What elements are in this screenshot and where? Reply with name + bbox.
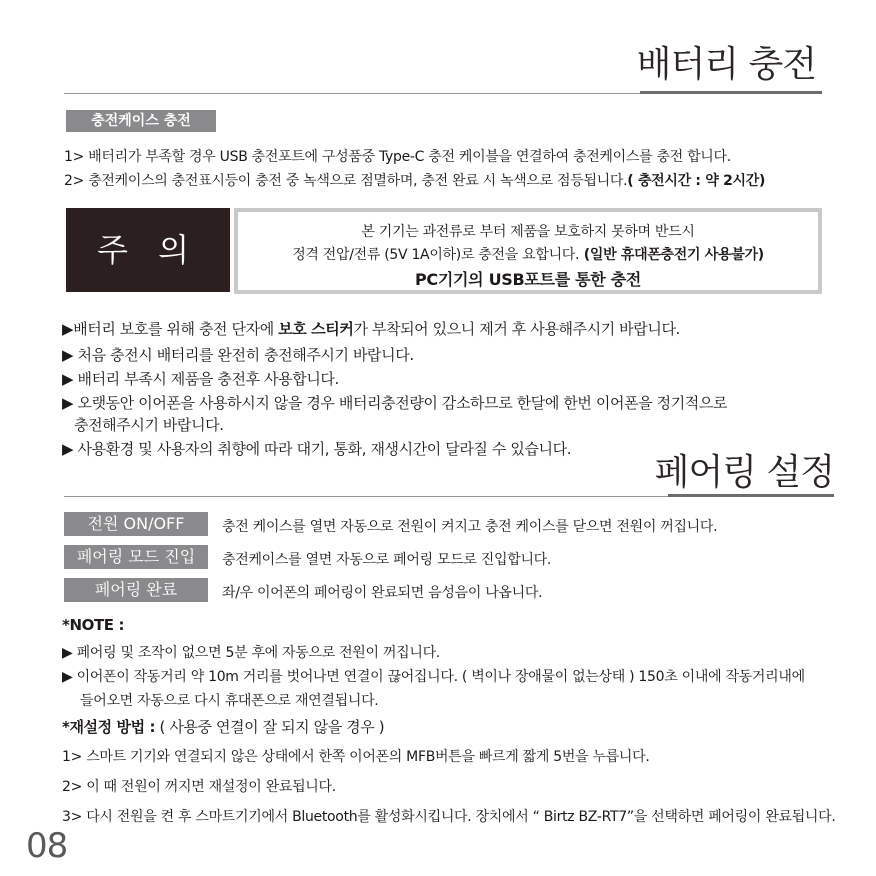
note-first-charge: ▶ 처음 충전시 배터리를 완전히 충전해주시기 바랍니다. (62, 346, 414, 364)
pairing-section-title: 페어링 설정 (654, 452, 834, 493)
page-number: 08 (26, 826, 68, 866)
note-range-cont: 들어오면 자동으로 다시 휴대폰으로 재연결됩니다. (80, 693, 379, 709)
reset-step-3: 3> 다시 전원을 켠 후 스마트기기에서 Bluetooth를 활성화시킵니다. 장치에서 “ Birtz BZ-RT7”을 선택하면 페어링이 완료됩니다. (62, 809, 836, 825)
note-environment: ▶ 사용환경 및 사용자의 취향에 따라 대기, 통화, 재생시간이 달라질 수 있습니다. (62, 440, 572, 458)
caution-label: 주 의 (66, 208, 230, 292)
note-sticker: ▶배터리 보호를 위해 충전 단자에 보호 스티커가 부착되어 있으니 제거 후 사용해주시기 바랍니다. (62, 320, 680, 338)
note-low-battery: ▶ 배터리 부족시 제품을 충전후 사용합니다. (62, 370, 339, 388)
note-long-unused-cont: 충전해주시기 바랍니다. (74, 416, 224, 434)
case-charge-tag: 충전케이스 충전 (66, 110, 216, 132)
pairing-mode-tag: 페어링 모드 진입 (64, 545, 208, 569)
divider-accent (640, 91, 822, 94)
note-range: ▶ 이어폰이 작동거리 약 10m 거리를 벗어나면 연결이 끊어집니다. ( 벽이나 장애물이 없는상태 ) 150초 이내에 작동거리내에 (62, 669, 805, 685)
pairing-mode-desc: 충전케이스를 열면 자동으로 페어링 모드로 진입합니다. (222, 552, 552, 568)
caution-line-2: 정격 전압/전류 (5V 1A이하)로 충전을 요합니다. (일반 휴대폰충전기 사용불가) (292, 247, 764, 263)
note-long-unused: ▶ 오랫동안 이어폰을 사용하시지 않을 경우 배터리충전량이 감소하므로 한달에 한번 이어폰을 정기적으로 (62, 394, 728, 412)
reset-heading: *재설정 방법 : ( 사용중 연결이 잘 되지 않을 경우 ) (62, 718, 385, 736)
charge-step-2: 2> 충전케이스의 충전표시등이 충전 중 녹색으로 점멸하며, 충전 완료 시 녹색으로 점등됩니다.( 충전시간 : 약 2시간) (64, 173, 766, 189)
pairing-complete-desc: 좌/우 이어폰의 페어링이 완료되면 음성음이 나옵니다. (222, 585, 543, 601)
battery-section-title: 배터리 충전 (636, 44, 816, 85)
reset-step-2: 2> 이 때 전원이 꺼지면 재설정이 완료됩니다. (62, 779, 336, 795)
caution-line-3: PC기기의 USB포트를 통한 충전 (414, 270, 642, 289)
caution-frame (234, 208, 822, 294)
power-onoff-tag: 전원 ON/OFF (64, 512, 208, 536)
note-auto-off: ▶ 페어링 및 조작이 없으면 5분 후에 자동으로 전원이 꺼집니다. (62, 645, 440, 661)
caution-line-1: 본 기기는 과전류로 부터 제품을 보호하지 못하며 반드시 (361, 224, 695, 240)
charge-time: ( 충전시간 : 약 2시간) (627, 173, 766, 189)
note-title: *NOTE : (62, 616, 125, 634)
charge-step-1: 1> 배터리가 부족할 경우 USB 충전포트에 구성품중 Type-C 충전 케이블을 연결하여 충전케이스를 충전 합니다. (64, 149, 731, 165)
divider-accent (668, 494, 834, 497)
reset-step-1: 1> 스마트 기기와 연결되지 않은 상태에서 한쪽 이어폰의 MFB버튼을 빠르게 짧게 5번을 누릅니다. (62, 749, 650, 765)
power-onoff-desc: 충전 케이스를 열면 자동으로 전원이 켜지고 충전 케이스를 닫으면 전원이 꺼집니다. (222, 519, 718, 535)
pairing-complete-tag: 페어링 완료 (64, 578, 208, 602)
